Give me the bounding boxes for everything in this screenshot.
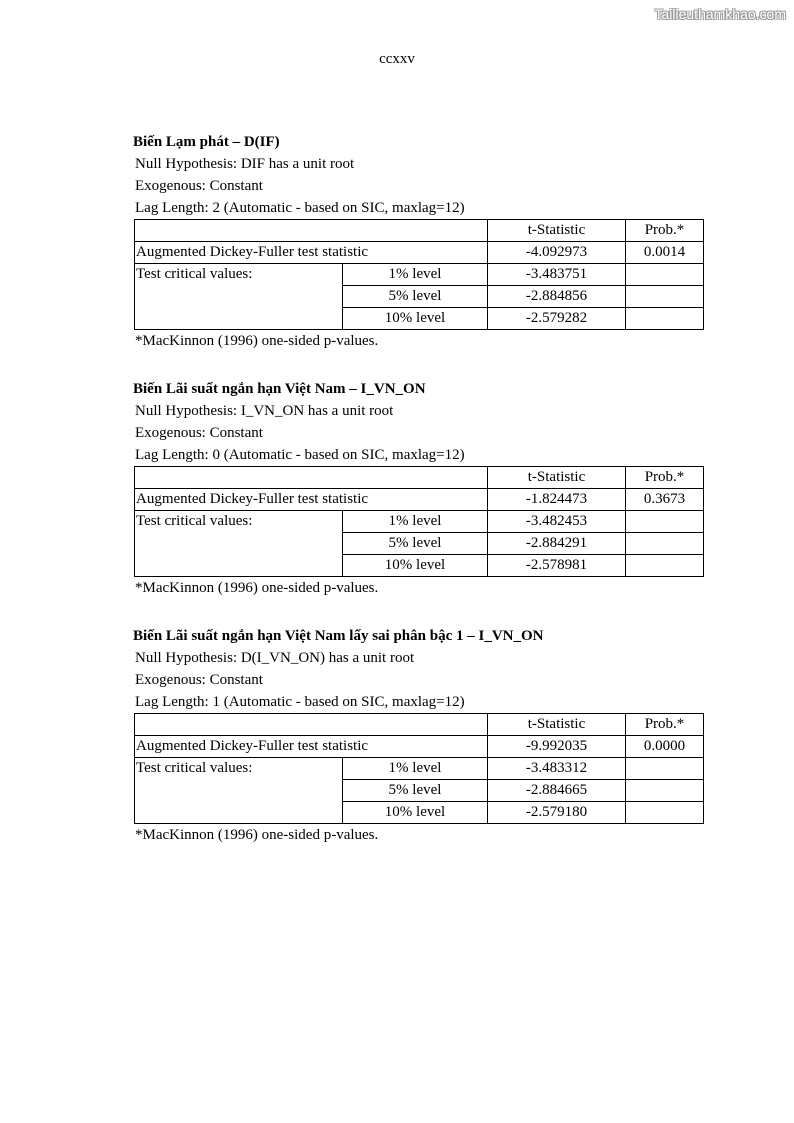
adf-statistic-row	[135, 736, 704, 758]
critical-level: 5% level	[343, 533, 488, 555]
empty-cell	[626, 308, 704, 330]
critical-values-label: Test critical values:	[135, 758, 343, 824]
footnote: *MacKinnon (1996) one-sided p-values.	[135, 827, 379, 843]
header-empty-cell	[135, 467, 488, 489]
critical-level: 1% level	[343, 264, 488, 286]
critical-value: -3.482453	[488, 511, 626, 533]
critical-level: 10% level	[343, 308, 488, 330]
critical-values-label: Test critical values:	[135, 511, 343, 577]
null-hypothesis: Null Hypothesis: D(I_VN_ON) has a unit root	[135, 650, 415, 666]
adf-label: Augmented Dickey-Fuller test statistic	[135, 736, 488, 758]
adf-label: Augmented Dickey-Fuller test statistic	[135, 489, 488, 511]
empty-cell	[626, 758, 704, 780]
footnote: *MacKinnon (1996) one-sided p-values.	[135, 580, 379, 596]
header-prob: Prob.*	[626, 714, 704, 736]
lag-length: Lag Length: 2 (Automatic - based on SIC, maxlag=12)	[135, 200, 465, 216]
adf-prob-value: 0.0014	[626, 242, 704, 264]
header-prob: Prob.*	[626, 467, 704, 489]
table-header-row	[135, 467, 704, 489]
critical-value: -3.483312	[488, 758, 626, 780]
empty-cell	[626, 264, 704, 286]
critical-level: 1% level	[343, 758, 488, 780]
adf-statistic-row	[135, 242, 704, 264]
header-empty-cell	[135, 714, 488, 736]
critical-level: 1% level	[343, 511, 488, 533]
empty-cell	[626, 780, 704, 802]
adf-section-inflation	[134, 131, 703, 352]
empty-cell	[626, 286, 704, 308]
adf-prob-value: 0.3673	[626, 489, 704, 511]
footnote: *MacKinnon (1996) one-sided p-values.	[135, 333, 379, 349]
page-number: ccxxv	[379, 51, 415, 67]
critical-value: -2.884665	[488, 780, 626, 802]
exogenous: Exogenous: Constant	[135, 672, 263, 688]
critical-row-1	[135, 511, 704, 533]
table-header-row	[135, 220, 704, 242]
adf-section-interest-rate	[134, 378, 703, 599]
adf-statistic-row	[135, 489, 704, 511]
null-hypothesis: Null Hypothesis: I_VN_ON has a unit root	[135, 403, 394, 419]
lag-length: Lag Length: 1 (Automatic - based on SIC, maxlag=12)	[135, 694, 465, 710]
empty-cell	[626, 511, 704, 533]
adf-prob-value: 0.0000	[626, 736, 704, 758]
adf-results-table	[134, 219, 704, 330]
critical-value: -2.578981	[488, 555, 626, 577]
header-t-statistic: t-Statistic	[488, 467, 626, 489]
critical-level: 10% level	[343, 802, 488, 824]
adf-section-interest-rate-diff	[134, 625, 703, 846]
critical-value: -3.483751	[488, 264, 626, 286]
lag-length: Lag Length: 0 (Automatic - based on SIC, maxlag=12)	[135, 447, 465, 463]
critical-level: 5% level	[343, 286, 488, 308]
critical-value: -2.884291	[488, 533, 626, 555]
section-title: Biến Lạm phát – D(IF)	[133, 134, 280, 150]
adf-results-table	[134, 466, 704, 577]
section-title: Biến Lãi suất ngắn hạn Việt Nam – I_VN_ON	[133, 381, 426, 397]
watermark-text: Tailieuthamkhao.com	[654, 6, 786, 22]
critical-row-1	[135, 264, 704, 286]
header-prob: Prob.*	[626, 220, 704, 242]
critical-level: 5% level	[343, 780, 488, 802]
header-empty-cell	[135, 220, 488, 242]
adf-t-value: -1.824473	[488, 489, 626, 511]
adf-t-value: -4.092973	[488, 242, 626, 264]
table-header-row	[135, 714, 704, 736]
adf-label: Augmented Dickey-Fuller test statistic	[135, 242, 488, 264]
critical-level: 10% level	[343, 555, 488, 577]
adf-results-table	[134, 713, 704, 824]
adf-t-value: -9.992035	[488, 736, 626, 758]
critical-value: -2.884856	[488, 286, 626, 308]
critical-values-label: Test critical values:	[135, 264, 343, 330]
header-t-statistic: t-Statistic	[488, 220, 626, 242]
empty-cell	[626, 533, 704, 555]
empty-cell	[626, 555, 704, 577]
critical-row-1	[135, 758, 704, 780]
header-t-statistic: t-Statistic	[488, 714, 626, 736]
critical-value: -2.579180	[488, 802, 626, 824]
critical-value: -2.579282	[488, 308, 626, 330]
null-hypothesis: Null Hypothesis: DIF has a unit root	[135, 156, 355, 172]
exogenous: Exogenous: Constant	[135, 178, 263, 194]
empty-cell	[626, 802, 704, 824]
section-title: Biến Lãi suất ngắn hạn Việt Nam lấy sai phân bậc 1 – I_VN_ON	[133, 628, 544, 644]
exogenous: Exogenous: Constant	[135, 425, 263, 441]
